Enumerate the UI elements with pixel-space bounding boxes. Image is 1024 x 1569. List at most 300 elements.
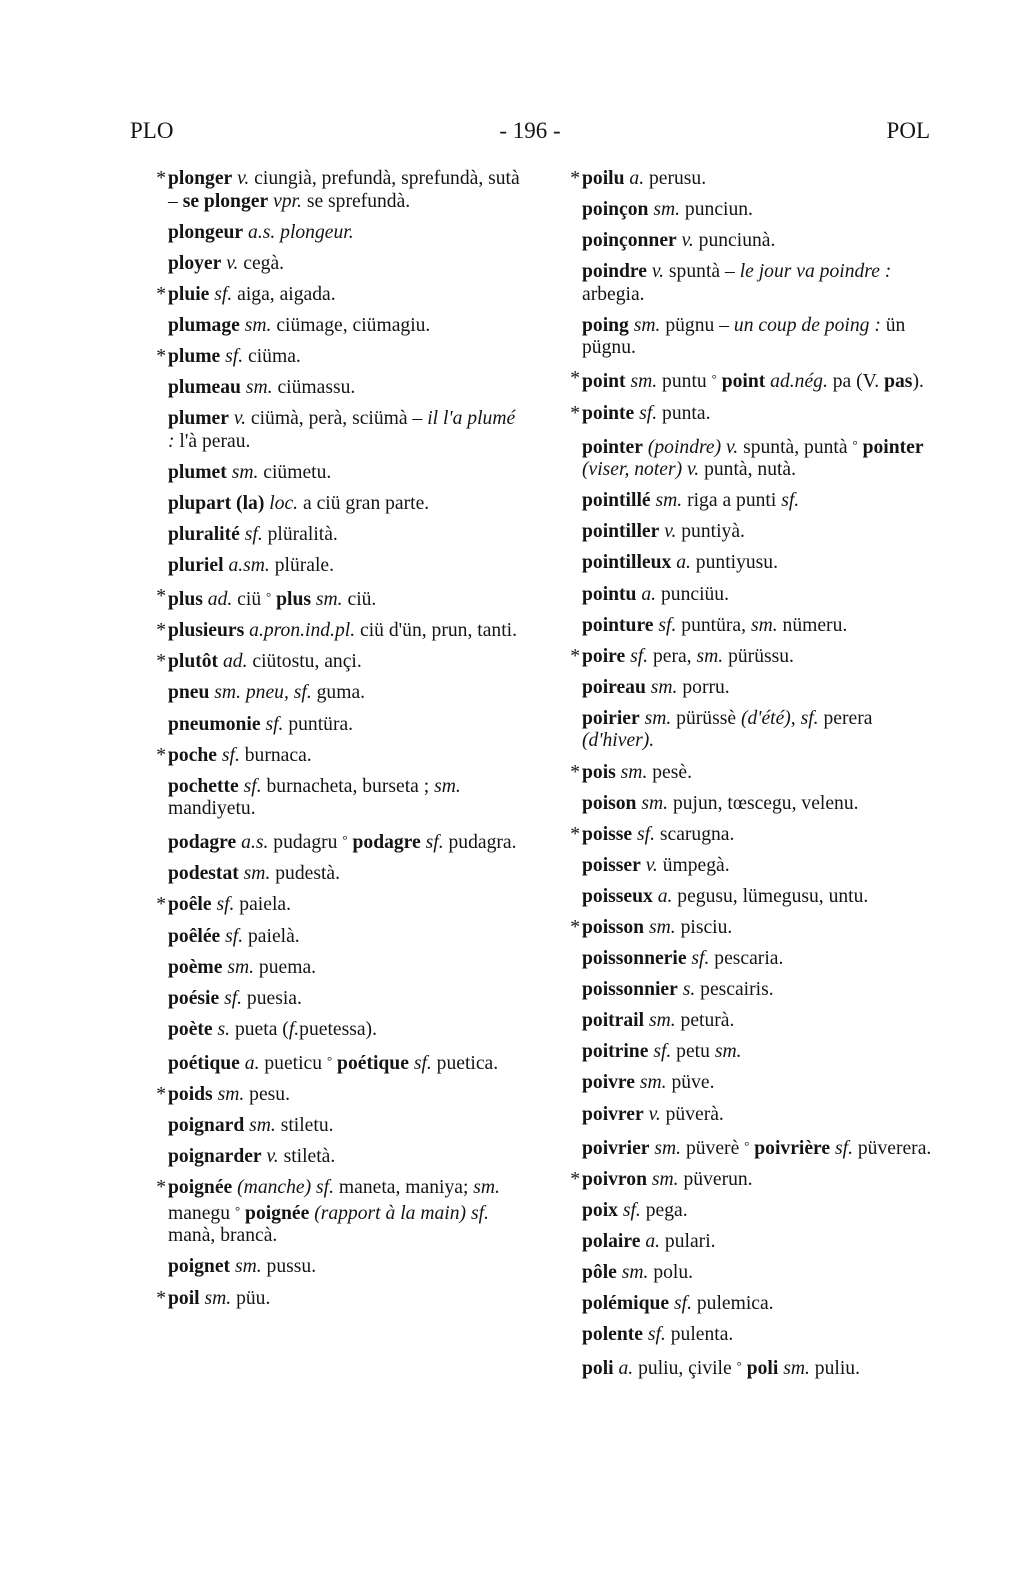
grammar-label: a. [657,885,673,907]
definition-text: puema. [254,956,317,978]
definition-text: ciü d'ün, prun, tanti. [355,620,517,642]
headword: poitrine [582,1041,649,1063]
grammar-label: sf. [658,614,677,636]
grammar-label: sm. [434,775,461,797]
headword: poitrail [582,1010,645,1032]
headword: plongeur [168,221,244,243]
definition-text: pera, [648,645,697,667]
grammar-label: sm. [644,707,672,729]
sense-separator: ° [736,1358,742,1374]
common-word-asterisk: * [156,620,166,642]
dictionary-entry [544,552,934,575]
common-word-asterisk: * [156,1287,166,1309]
definition-text: pulenta. [665,1324,734,1346]
headword: poignée [168,1177,233,1199]
grammar-label: sf. [639,402,658,424]
dictionary-entry [130,524,522,547]
grammar-label: sm. [639,1072,667,1094]
headword: poinçonner [582,230,677,252]
dictionary-entry [544,1200,934,1223]
definition-text: stiletu. [275,1115,334,1137]
definition-text: spuntà, puntà [738,436,853,458]
grammar-label: sm. [245,377,273,399]
dictionary-entry [544,793,934,816]
definition-text: pueta ( [230,1018,289,1040]
common-word-asterisk: * [570,645,580,667]
grammar-label: a.s. [241,832,269,854]
dictionary-entry [130,493,522,516]
definition-text: pesè. [647,761,692,783]
dictionary-entry [130,1256,522,1279]
dictionary-entry [544,646,934,669]
grammar-label: (rapport à la main) sf. [314,1202,489,1224]
dictionary-entry [130,651,522,674]
dictionary-entry [544,1262,934,1285]
definition-text: puntüra, [676,614,751,636]
definition-text: ciüma. [243,345,301,367]
grammar-label: (d'été), sf. [740,707,819,729]
grammar-label: sm. [696,645,724,667]
dictionary-entry [130,714,522,737]
definition-text: pulari. [660,1230,716,1252]
headword: poche [168,744,217,766]
dictionary-entry [544,762,934,785]
dictionary-entry [544,677,934,700]
definition-text: püverun. [678,1168,753,1190]
grammar-label: sm. [227,956,255,978]
dictionary-entry [544,1104,934,1127]
dictionary-entry [544,615,934,638]
dictionary-entry [130,284,522,307]
definition-text: püverera. [852,1137,932,1159]
definition-text: nümeru. [777,614,848,636]
definition-text: ciümassu. [272,377,356,399]
grammar-label: a. [641,583,657,605]
definition-text: punciunà. [693,230,776,252]
grammar-label: sf. [835,1137,853,1159]
dictionary-entry [544,1010,934,1033]
grammar-label: sf. [425,832,444,854]
dictionary-entry [130,1084,522,1107]
definition-text: ümpegà. [657,854,730,876]
headword: pois [582,761,616,783]
headword: pointiller [582,521,660,543]
left-column [130,168,522,1319]
headword: se plonger [182,190,269,212]
definition-text: peturà. [675,1010,735,1032]
headword: pas [884,371,913,393]
headword: pointer [582,436,643,458]
common-word-asterisk: * [570,402,580,424]
common-word-asterisk: * [156,651,166,673]
definition-text: pudagru [268,832,343,854]
grammar-label: sf. [691,948,710,970]
definition-text: stiletà. [278,1146,336,1168]
definition-text: ). [912,371,924,393]
headword: poêlée [168,925,221,947]
grammar-label: vpr. [273,190,302,212]
grammar-label: sm. [651,1168,679,1190]
grammar-label: ad. [223,651,248,673]
headword: pluralité [168,523,240,545]
grammar-label: sf. [781,490,800,512]
dictionary-entry [130,863,522,886]
grammar-label: loc. [269,492,299,514]
grammar-label: sm. [473,1177,500,1199]
dictionary-entry [544,1169,934,1192]
grammar-label: a.sm. [228,555,270,577]
dictionary-entry [544,521,934,544]
headword: poète [168,1018,213,1040]
headword: poétique [337,1052,409,1074]
grammar-label: a. [244,1052,260,1074]
definition-text: puntüra. [283,713,354,735]
grammar-label: sf. [637,823,655,845]
dictionary-entry [544,403,934,426]
dictionary-entry [130,682,522,705]
headword: pluriel [168,555,224,577]
grammar-label: sf. [630,645,649,667]
grammar-label: sf. [244,523,263,545]
definition-text: spuntà – [664,261,740,283]
definition-text: cegà. [238,252,285,274]
headword: poindre [582,261,647,283]
headword: plus [168,589,203,611]
grammar-label: (viser, noter) v. [582,459,700,481]
grammar-label: v. [681,230,694,252]
grammar-label: le jour va poindre : [739,261,892,283]
grammar-label: (poindre) v. [647,436,739,458]
grammar-label: sm. [630,371,658,393]
definition-text: riga a punti [682,490,782,512]
definition-text: se sprefundà. [301,190,411,212]
grammar-label: sf. [224,987,243,1009]
sense-separator: ° [342,832,348,848]
grammar-label: sf. [216,894,235,916]
grammar-label: sf. [674,1293,692,1315]
headword: plonger [168,168,233,189]
page-header [130,118,930,148]
definition-text: ciü. [342,589,377,611]
headword: poix [582,1199,618,1221]
headword: poissonnerie [582,948,687,970]
grammar-label: il l'a plumé : [168,408,516,452]
dictionary-entry [544,855,934,878]
headword: poivron [582,1168,647,1190]
common-word-asterisk: * [156,345,166,367]
headword: poinçon [582,199,649,221]
common-word-asterisk: * [156,744,166,766]
dictionary-entry [544,1324,934,1347]
sense-separator: ° [266,589,272,605]
grammar-label: sm. [648,1010,676,1032]
definition-text: ciümà, perà, sciümà – [246,408,428,430]
definition-text: punciüu. [656,583,729,605]
grammar-label: sm. [714,1041,742,1063]
dictionary-entry [544,948,934,971]
headword: pointillé [582,490,651,512]
dictionary-entry [544,230,934,253]
grammar-label: sf. [413,1052,432,1074]
definition-text: pescairis. [695,979,774,1001]
grammar-label: sm. [217,1084,245,1106]
definition-text: aiga, aigada. [232,283,336,305]
headword: pluie [168,283,210,305]
definition-text: pega. [640,1199,688,1221]
headword: poissonnier [582,979,678,1001]
definition-text: pussu. [261,1256,317,1278]
grammar-label: (d'hiver). [582,730,655,752]
common-word-asterisk: * [156,586,166,608]
common-word-asterisk: * [570,168,580,189]
grammar-label: sm. [249,1115,276,1137]
definition-text: maneta, maniya; [334,1177,474,1199]
dictionary-entry [130,1288,522,1311]
grammar-label: v. [645,854,658,876]
headword: poivrer [582,1103,644,1125]
headword: pointe [582,402,635,424]
headword: poisse [582,823,633,845]
headword: poignée [245,1202,310,1224]
dictionary-entry [544,979,934,1002]
definition-text: pescaria. [709,948,784,970]
headword: plusieurs [168,620,245,642]
grammar-label: sf. [225,345,244,367]
grammar-label: sm. [750,614,778,636]
grammar-label: sm. [655,490,683,512]
grammar-label: v. [226,252,239,274]
grammar-label: sf. [221,744,240,766]
headword: poisseux [582,885,653,907]
grammar-label: a. [676,552,691,574]
common-word-asterisk: * [570,761,580,783]
dictionary-entry [544,315,934,360]
definition-text: puesia. [242,987,302,1009]
definition-text: mandiyetu. [168,798,256,820]
definition-text: perusu. [644,168,707,189]
definition-text: püverà. [660,1103,724,1125]
headword: plupart (la) [168,492,265,514]
common-word-asterisk: * [156,168,166,189]
definition-text: polu. [648,1262,694,1283]
dictionary-entry [130,926,522,949]
common-word-asterisk: * [570,823,580,845]
headword: poing [582,314,629,336]
grammar-label: un coup de poing : [733,314,881,336]
grammar-label: sm. [234,1256,262,1278]
headword: poirier [582,707,640,729]
definition-text: punta. [657,402,711,424]
grammar-label: a. [629,168,645,189]
common-word-asterisk: * [570,916,580,938]
headword: pointu [582,583,637,605]
definition-text: pa (V. [827,371,885,393]
headword: ployer [168,252,222,274]
dictionary-entry [544,490,934,513]
headword: point [721,371,766,393]
grammar-label: sf. [653,1041,672,1063]
definition-text: puetessa). [299,1018,377,1040]
headword: poison [582,792,637,814]
common-word-asterisk: * [156,1177,166,1199]
sense-separator: ° [326,1052,333,1068]
definition-text: ciungià, prefundà, sprefundà, sutà – [168,168,520,212]
definition-text: ün pügnu. [582,314,906,359]
headword: point [582,371,626,393]
headword: plumet [168,461,227,483]
headword: podagre [352,832,421,854]
definition-text: pügnu – [660,314,734,336]
definition-text: püverè [681,1137,745,1159]
definition-text: burnaca. [239,744,312,766]
headword: polémique [582,1293,670,1315]
headword: poisson [582,916,645,938]
grammar-label: sm. [620,761,648,783]
dictionary-entry [544,261,934,306]
definition-text: petu [671,1041,715,1063]
common-word-asterisk: * [570,368,580,390]
grammar-label: sm. [650,676,678,698]
headword: poli [582,1358,614,1380]
dictionary-entry [130,745,522,768]
headword: poireau [582,676,646,698]
dictionary-entry [130,1146,522,1169]
headword: pochette [168,775,239,797]
dictionary-entry [130,462,522,485]
definition-text: ciümetu. [258,461,332,483]
headword: poignard [168,1115,245,1137]
grammar-label: v. [237,168,250,189]
headword: plume [168,345,221,367]
grammar-label: s. [682,979,696,1001]
headword: poignet [168,1256,231,1278]
dictionary-entry [130,1177,522,1248]
dictionary-entry [130,894,522,917]
grammar-label: sm. [641,792,669,814]
headword: podagre [168,832,237,854]
definition-text: pudestà. [270,863,341,885]
grammar-label: (manche) sf. [237,1177,334,1199]
headword: polaire [582,1230,641,1252]
grammar-label: sf. [225,925,244,947]
grammar-label: sm. [654,1137,682,1159]
headword: pointer [862,436,924,458]
sense-separator: ° [744,1137,750,1153]
headword: poilu [582,168,625,189]
definition-text: puetica. [431,1052,499,1074]
definition-text: ciütostu, ançi. [247,651,362,673]
definition-text: a ciü gran parte. [298,492,430,514]
definition-text: arbegia. [582,283,645,305]
grammar-label: sf. [214,283,233,305]
dictionary-entry [544,584,934,607]
dictionary-entry [130,408,522,453]
headword: polente [582,1324,643,1346]
dictionary-entry [130,1019,522,1042]
headword: plumeau [168,377,241,399]
dictionary-entry [544,1231,934,1254]
definition-text: paielà. [243,925,300,947]
definition-text: plüralità. [262,523,338,545]
definition-text: manà, brancà. [168,1225,278,1247]
grammar-label: sm. [243,863,271,885]
definition-text: guma. [311,682,366,704]
grammar-label: v. [233,408,246,430]
headword: poignarder [168,1146,262,1168]
dictionary-entry [130,620,522,643]
headword: poêle [168,894,212,916]
grammar-label: v. [648,1103,661,1125]
dictionary-entry [544,199,934,222]
grammar-label: ad. [207,589,233,611]
dictionary-entry [544,434,934,482]
grammar-label: sm. [231,461,259,483]
definition-text: burnacheta, burseta ; [261,775,435,797]
definition-text: pudagra. [443,832,517,854]
grammar-label: a.s. plongeur. [248,221,354,243]
grammar-label: v. [651,261,665,283]
definition-text: pisciu. [675,916,733,938]
headword: poire [582,645,626,667]
grammar-label: a. [618,1358,634,1380]
dictionary-entry [544,886,934,909]
headword: plutôt [168,651,219,673]
headword: podestat [168,863,239,885]
headword: pointilleux [582,552,672,574]
dictionary-entry [130,315,522,338]
headword: poil [168,1287,200,1309]
headword: plus [276,589,311,611]
grammar-label: sm. [633,314,661,336]
page-number: - 196 - [499,118,561,143]
headword: poivrière [754,1137,831,1159]
dictionary-entry [130,1050,522,1076]
dictionary-entry [130,988,522,1011]
definition-text: puntiyusu. [690,552,778,574]
definition-text: puntiyà. [676,521,745,543]
grammar-label: a.pron.ind.pl. [249,620,356,642]
dictionary-entry [130,555,522,578]
grammar-label: sm. [783,1358,810,1380]
definition-text: l'à perau. [174,430,251,452]
dictionary-entry [130,776,522,821]
definition-text: punciun. [680,199,753,221]
grammar-label: sf. [647,1324,666,1346]
common-word-asterisk: * [156,1084,166,1106]
definition-text: paiela. [234,894,291,916]
definition-text: pueticu [259,1052,327,1074]
dictionary-entry [544,1293,934,1316]
dictionary-entry [544,1355,934,1381]
dictionary-entry [130,346,522,369]
dictionary-entry [544,1041,934,1064]
headword: poli [746,1358,779,1380]
definition-text: puliu. [809,1358,860,1380]
grammar-label: v. [664,521,677,543]
grammar-label: s. [217,1018,231,1040]
definition-text: scarugna. [654,823,735,845]
definition-text: puntu [657,371,712,393]
headword: pneu [168,682,210,704]
dictionary-entry [130,957,522,980]
grammar-label: sm. [315,589,343,611]
common-word-asterisk: * [156,283,166,305]
headword: pneumonie [168,713,261,735]
dictionary-entry [130,222,522,245]
headword: poétique [168,1052,240,1074]
definition-text: ciü [232,589,267,611]
definition-text: puntà, nutà. [699,459,797,481]
